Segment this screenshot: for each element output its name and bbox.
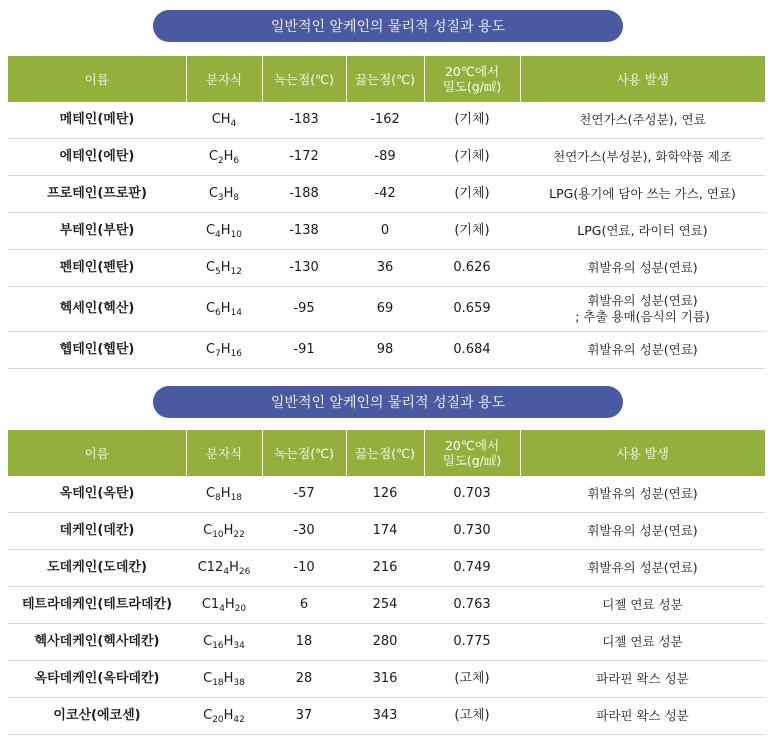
cell-melting: 37 [262, 698, 346, 735]
cell-melting: -130 [262, 250, 346, 287]
cell-use [520, 332, 765, 369]
formula-sub: 18 [230, 493, 243, 503]
cell-use [520, 624, 765, 661]
cell-density: 0.684 [424, 332, 520, 369]
formula-part: H [224, 597, 235, 612]
formula-sub: 18 [212, 678, 224, 688]
cell-boiling: 0 [346, 213, 424, 250]
density-header-line1: 20℃에서 [444, 64, 500, 79]
cell-formula [186, 250, 262, 287]
formula-sub: 8 [215, 493, 221, 503]
cell-formula [186, 139, 262, 176]
cell-boiling: -42 [346, 176, 424, 213]
formula-sub: 16 [230, 349, 243, 359]
table-row [8, 287, 765, 332]
col-header-use: 사용 발생 [520, 430, 765, 476]
use-line: 디젤 연료 성분 [602, 634, 683, 649]
table-body-2 [8, 476, 765, 735]
cell-formula [186, 698, 262, 735]
density-header-line2: 밀도(g/㎖) [442, 453, 502, 468]
formula-sub: 26 [238, 567, 251, 577]
cell-boiling: 280 [346, 624, 424, 661]
cell-formula [186, 102, 262, 139]
cell-density: (기체) [424, 139, 520, 176]
cell-use [520, 698, 765, 735]
cell-melting: -172 [262, 139, 346, 176]
cell-melting: 28 [262, 661, 346, 698]
cell-name: 옥타데케인(옥타데칸) [8, 661, 186, 698]
cell-formula [186, 661, 262, 698]
cell-name: 헥세인(헥산) [8, 287, 186, 332]
col-header-name: 이름 [8, 56, 186, 102]
use-line-2: ; 추출 용매(음식의 기름) [575, 309, 710, 324]
formula-part: H [220, 301, 231, 316]
formula-part: H [229, 560, 239, 575]
formula-sub: 4 [215, 230, 221, 240]
cell-boiling: 98 [346, 332, 424, 369]
cell-formula [186, 513, 262, 550]
formula-part: C [205, 260, 216, 275]
use-line: 휘발유의 성분(연료) [587, 523, 698, 538]
formula-sub: 34 [233, 641, 245, 651]
col-header-density [424, 56, 520, 102]
cell-density: (기체) [424, 102, 520, 139]
formula-part: H [223, 523, 234, 538]
table-row [8, 332, 765, 369]
formula-sub: 4 [223, 567, 230, 577]
formula-sub: 8 [233, 193, 240, 203]
cell-boiling: 254 [346, 587, 424, 624]
cell-formula [186, 287, 262, 332]
formula-part: C1 [201, 597, 220, 612]
use-line: 휘발유의 성분(연료) [587, 260, 698, 275]
cell-use [520, 513, 765, 550]
col-header-name: 이름 [8, 430, 186, 476]
table-row [8, 476, 765, 513]
cell-density: 0.763 [424, 587, 520, 624]
header-row [8, 56, 765, 102]
cell-name: 테트라데케인(테트라데칸) [8, 587, 186, 624]
formula-part: C [203, 708, 213, 723]
cell-use [520, 587, 765, 624]
formula-sub: 5 [215, 267, 221, 277]
cell-melting: -95 [262, 287, 346, 332]
use-line: 휘발유의 성분(연료) [587, 293, 698, 308]
cell-density: (고체) [424, 661, 520, 698]
alkane-table-2 [8, 430, 765, 735]
cell-name: 이코산(에코센) [8, 698, 186, 735]
cell-formula [186, 332, 262, 369]
use-line: 디젤 연료 성분 [602, 597, 683, 612]
cell-formula [186, 176, 262, 213]
use-line: 천연가스(부성분), 화학약품 제조 [553, 149, 732, 164]
cell-boiling: 343 [346, 698, 424, 735]
use-line: 파라핀 왁스 성분 [596, 708, 689, 723]
formula-part: C [205, 223, 216, 238]
cell-melting: -183 [262, 102, 346, 139]
formula-sub: 20 [234, 604, 247, 614]
header-row [8, 430, 765, 476]
use-line: 파라핀 왁스 성분 [596, 671, 689, 686]
cell-name: 도데케인(도데칸) [8, 550, 186, 587]
cell-name: 헥사데케인(헥사데칸) [8, 624, 186, 661]
table-row [8, 513, 765, 550]
cell-boiling: 69 [346, 287, 424, 332]
formula-sub: 42 [233, 715, 245, 725]
col-header-melting: 녹는점(℃) [262, 430, 346, 476]
formula-sub: 4 [219, 604, 225, 614]
cell-melting: 18 [262, 624, 346, 661]
cell-boiling: 36 [346, 250, 424, 287]
formula-sub: 7 [215, 349, 221, 359]
formula-part: C [203, 634, 213, 649]
cell-melting: -91 [262, 332, 346, 369]
cell-use [520, 661, 765, 698]
formula-part: H [223, 671, 234, 686]
formula-part: C [205, 486, 216, 501]
cell-formula [186, 550, 262, 587]
cell-boiling: -162 [346, 102, 424, 139]
formula-sub: 20 [212, 715, 224, 725]
table-row [8, 213, 765, 250]
cell-density: 0.659 [424, 287, 520, 332]
use-line: 휘발유의 성분(연료) [587, 342, 698, 357]
cell-density: 0.626 [424, 250, 520, 287]
table-body-1 [8, 102, 765, 369]
table-row [8, 698, 765, 735]
formula-sub: 3 [217, 193, 224, 203]
formula-part: C [208, 186, 218, 201]
table-section-1 [8, 0, 765, 372]
formula-part: C [205, 301, 216, 316]
table-row [8, 587, 765, 624]
cell-name: 데케인(데칸) [8, 513, 186, 550]
formula-sub: 16 [212, 641, 224, 651]
formula-part: C [203, 523, 213, 538]
cell-density: 0.749 [424, 550, 520, 587]
use-line: 천연가스(주성분), 연료 [579, 112, 706, 127]
density-header-line1: 20℃에서 [444, 438, 500, 453]
cell-boiling: 316 [346, 661, 424, 698]
cell-formula [186, 624, 262, 661]
cell-density: (고체) [424, 698, 520, 735]
formula-sub: 22 [233, 530, 245, 540]
cell-melting: -188 [262, 176, 346, 213]
formula-part: H [223, 634, 234, 649]
formula-sub: 6 [215, 308, 221, 318]
cell-melting: -138 [262, 213, 346, 250]
formula-part: CH [211, 112, 231, 127]
col-header-use: 사용 발생 [520, 56, 765, 102]
formula-sub: 6 [233, 156, 240, 166]
col-header-boiling: 끓는점(℃) [346, 430, 424, 476]
cell-use [520, 176, 765, 213]
cell-density: 0.775 [424, 624, 520, 661]
cell-density: (기체) [424, 213, 520, 250]
use-line: LPG(용기에 담아 쓰는 가스, 연료) [549, 186, 736, 201]
col-header-density [424, 430, 520, 476]
col-header-formula: 분자식 [186, 430, 262, 476]
table-row [8, 139, 765, 176]
cell-boiling: 126 [346, 476, 424, 513]
cell-use [520, 476, 765, 513]
formula-part: H [220, 342, 231, 357]
table-section-2 [8, 378, 765, 736]
cell-formula [186, 587, 262, 624]
cell-use [520, 287, 765, 332]
formula-part: C [205, 342, 216, 357]
formula-part: C [208, 149, 218, 164]
use-line: LPG(연료, 라이터 연료) [577, 223, 708, 238]
section-title-2: 일반적인 알케인의 물리적 성질과 용도 [153, 386, 623, 418]
cell-boiling: 216 [346, 550, 424, 587]
cell-melting: -10 [262, 550, 346, 587]
cell-melting: 6 [262, 587, 346, 624]
table-row [8, 176, 765, 213]
cell-name: 부테인(부탄) [8, 213, 186, 250]
formula-part: H [223, 708, 234, 723]
cell-use [520, 550, 765, 587]
formula-sub: 38 [233, 678, 245, 688]
cell-use [520, 213, 765, 250]
cell-density: 0.730 [424, 513, 520, 550]
cell-use [520, 102, 765, 139]
cell-boiling: 174 [346, 513, 424, 550]
formula-sub: 4 [230, 119, 237, 129]
cell-use [520, 250, 765, 287]
cell-melting: -57 [262, 476, 346, 513]
formula-part: H [223, 149, 234, 164]
formula-part: H [220, 223, 231, 238]
col-header-boiling: 끓는점(℃) [346, 56, 424, 102]
formula-part: H [220, 486, 231, 501]
cell-density: (기체) [424, 176, 520, 213]
cell-use [520, 139, 765, 176]
cell-name: 프로테인(프로판) [8, 176, 186, 213]
formula-sub: 14 [230, 308, 243, 318]
col-header-formula: 분자식 [186, 56, 262, 102]
formula-part: H [223, 186, 234, 201]
col-header-melting: 녹는점(℃) [262, 56, 346, 102]
cell-formula [186, 213, 262, 250]
density-header-line2: 밀도(g/㎖) [442, 79, 502, 94]
formula-sub: 2 [217, 156, 224, 166]
cell-melting: -30 [262, 513, 346, 550]
formula-part: C [203, 671, 213, 686]
table-row [8, 250, 765, 287]
cell-name: 헵테인(헵탄) [8, 332, 186, 369]
table-row [8, 102, 765, 139]
formula-part: C12 [197, 560, 224, 575]
formula-sub: 10 [230, 230, 243, 240]
cell-name: 에테인(에탄) [8, 139, 186, 176]
cell-formula [186, 476, 262, 513]
formula-part: H [220, 260, 231, 275]
formula-sub: 10 [212, 530, 224, 540]
use-line: 휘발유의 성분(연료) [587, 560, 698, 575]
section-title-1: 일반적인 알케인의 물리적 성질과 용도 [153, 10, 623, 42]
use-line: 휘발유의 성분(연료) [587, 486, 698, 501]
cell-name: 메테인(메탄) [8, 102, 186, 139]
formula-sub: 12 [230, 267, 243, 277]
cell-name: 펜테인(펜탄) [8, 250, 186, 287]
alkane-table-1 [8, 56, 765, 369]
table-row [8, 550, 765, 587]
cell-boiling: -89 [346, 139, 424, 176]
table-row [8, 624, 765, 661]
table-row [8, 661, 765, 698]
cell-name: 옥테인(옥탄) [8, 476, 186, 513]
cell-density: 0.703 [424, 476, 520, 513]
